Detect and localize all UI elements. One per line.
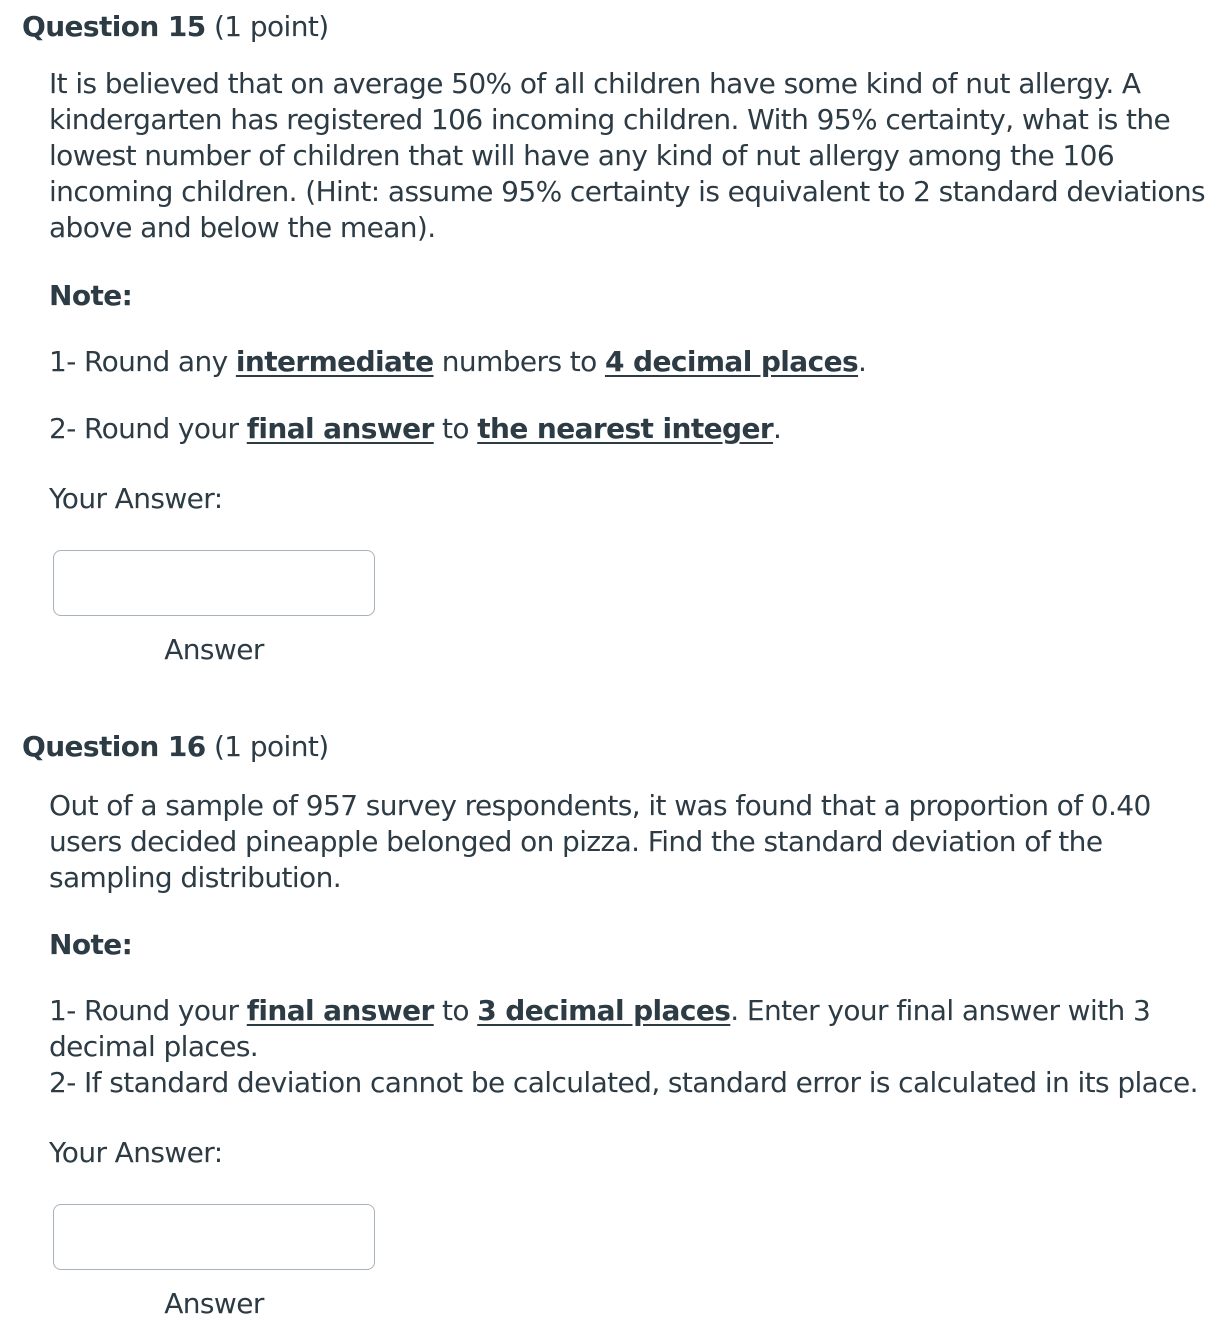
question-stem [49, 788, 1214, 896]
note-label: Note: [49, 279, 133, 312]
note-label: Note: [49, 928, 133, 961]
rounding-rule-2: 2- If standard deviation cannot be calculated, standard error is calculated in its place. [49, 1066, 1198, 1099]
question-header [22, 8, 329, 46]
question-points: (1 point) [213, 10, 329, 43]
answer-caption: Answer [164, 1287, 264, 1320]
answer-input[interactable] [53, 550, 375, 616]
rounding-rule-1: 1- Round your final answer to 3 decimal places. Enter your final answer with 3 decimal places. 2- If standard deviation cannot be calculated, standard error is calculated in its place. [49, 994, 1198, 1099]
emphasis-text: the nearest integer [477, 412, 774, 445]
your-answer-label: Your Answer: [49, 482, 223, 515]
emphasis-text: intermediate [235, 345, 434, 378]
answer-caption: Answer [164, 633, 264, 666]
emphasis-text: 4 decimal places [604, 345, 859, 378]
question-stem [49, 66, 1214, 246]
stem-line: It is believed that on average 50% of all children have some kind of nut allergy. A [49, 67, 1141, 100]
question-title: Question 15 [22, 10, 206, 43]
stem-line: users decided pineapple belonged on pizza. Find the standard deviation of the [49, 825, 1103, 858]
question-header [22, 728, 329, 766]
stem-line: incoming children. (Hint: assume 95% certainty is equivalent to 2 standard deviations [49, 175, 1206, 208]
answer-input[interactable] [53, 1204, 375, 1270]
stem-line: above and below the mean). [49, 211, 436, 244]
stem-line: kindergarten has registered 106 incoming children. With 95% certainty, what is the [49, 103, 1171, 136]
your-answer-label: Your Answer: [49, 1136, 223, 1169]
rounding-rule-1: 1- Round any intermediate numbers to 4 decimal places. [49, 345, 867, 378]
emphasis-text: 3 decimal places [477, 994, 731, 1027]
stem-line: lowest number of children that will have any kind of nut allergy among the 106 [49, 139, 1115, 172]
stem-line: sampling distribution. [49, 861, 342, 894]
emphasis-text: final answer [246, 994, 434, 1027]
stem-line: Out of a sample of 957 survey respondents, it was found that a proportion of 0.40 [49, 789, 1151, 822]
emphasis-text: final answer [246, 412, 434, 445]
question-points: (1 point) [213, 730, 329, 763]
rounding-rule-2: 2- Round your final answer to the nearest integer. [49, 412, 782, 445]
question-title: Question 16 [22, 730, 206, 763]
